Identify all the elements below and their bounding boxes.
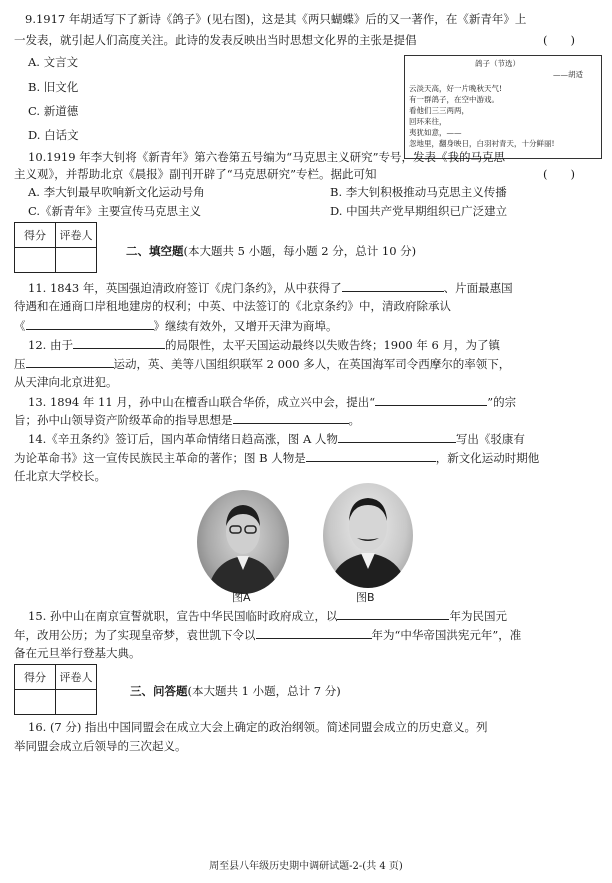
q12-line2: 压 运动，英、美等八国组织联军 2 000 多人，在英国海军司令西摩尔的率领下，	[14, 357, 511, 371]
q10-option-c[interactable]: C.《新青年》主要宣传马克思主义	[28, 204, 202, 218]
score-box	[14, 664, 97, 715]
score-label: 得分	[15, 665, 56, 690]
q9-line1: 9.1917 年胡适写下了新诗《鸽子》(见右图)，这是其《两只蝴蝶》后的又一著作，在《新青年》上	[25, 12, 527, 26]
poem-line: 云淡天高，好一片晚秋天气!	[409, 84, 503, 93]
q9-option-c[interactable]: C. 新道德	[28, 104, 79, 118]
q12-line1: 12. 由于 的局限性，太平天国运动最终以失败告终；1900 年 6 月，为了镇	[28, 338, 500, 352]
section2-desc: (本大题共 5 小题，每小题 2 分，总计 10 分)	[183, 244, 417, 258]
photo-figure-b	[323, 483, 413, 588]
q15-line3: 备在元旦举行登基大典。	[14, 646, 141, 660]
poem-line: 看他们三三两两，	[409, 106, 469, 115]
section3-title: 三、问答题	[130, 684, 188, 698]
q13-line1: 13. 1894 年 11 月，孙中山在檀香山联合华侨，成立兴中会，提出“ ”的宗	[28, 395, 517, 409]
section2-title: 二、填空题	[126, 244, 184, 258]
section3-heading	[130, 683, 341, 699]
q13-blank-2[interactable]	[233, 412, 349, 424]
portrait-b-icon	[323, 483, 413, 588]
q14-line2: 为论革命书》这一宣传民族民主革命的著作；图 B 人物是 ，新文化运动时期他	[14, 451, 540, 465]
poem-title: 鸽子（节选）	[475, 59, 520, 68]
q15-line1: 15. 孙中山在南京宣誓就职，宣告中华民国临时政府成立，以 年为民国元	[28, 609, 507, 623]
poem-line: 有一群鸽子，在空中游戏。	[409, 95, 499, 104]
q12-blank-2[interactable]	[26, 356, 114, 368]
score-cell[interactable]	[15, 248, 56, 273]
section2-heading	[126, 243, 416, 259]
q9-line2: 一发表，就引起人们高度关注。此诗的发表反映出当时思想文化界的主张是提倡	[14, 33, 417, 47]
q12-line3: 从天津向北京进犯。	[14, 375, 118, 389]
poem-line: 忽地里，翻身映日，白羽衬青天，十分鲜丽!	[409, 139, 555, 148]
portrait-a-icon	[197, 490, 289, 594]
q9-option-d[interactable]: D. 白话文	[28, 128, 79, 142]
q15-line2: 年，改用公历；为了实现皇帝梦，袁世凯下令以 年为“中华帝国洪宪元年”，准	[14, 628, 522, 642]
q15-blank-1[interactable]	[337, 608, 449, 620]
q10-answer-paren[interactable]: ( )	[543, 167, 575, 181]
q10-line2: 主义观》，并帮助北京《晨报》副刊开辟了“马克思研究”专栏。据此可知	[14, 167, 377, 181]
q13-line2: 旨；孙中山领导资产阶级革命的指导思想是 。	[14, 413, 360, 427]
page-footer: 周至县八年级历史期中调研试题-2-(共 4 页)	[209, 861, 403, 872]
q10-option-a[interactable]: A. 李大钊最早吹响新文化运动号角	[28, 185, 205, 199]
q14-line3: 任北京大学校长。	[14, 469, 106, 483]
poem-line: 夷犹如意，——	[409, 128, 462, 137]
q9-option-a[interactable]: A. 文言文	[28, 55, 79, 69]
q11-line3: 《 》继续有效外，又增开天津为商埠。	[14, 319, 338, 333]
q11-blank-2[interactable]	[26, 318, 154, 330]
poem-box	[404, 55, 602, 159]
poem-author: ——胡适	[553, 70, 583, 79]
photo-figure-a	[197, 490, 289, 594]
reviewer-label: 评卷人	[56, 665, 97, 690]
reviewer-cell[interactable]	[56, 248, 97, 273]
q16-line2: 举同盟会成立后领导的三次起义。	[14, 739, 187, 753]
q11-blank-1[interactable]	[342, 280, 444, 292]
caption-figure-a: 图A	[232, 591, 251, 604]
score-cell[interactable]	[15, 690, 56, 715]
section3-desc: (本大题共 1 小题，总计 7 分)	[187, 684, 341, 698]
score-box	[14, 222, 97, 273]
q12-blank-1[interactable]	[73, 337, 165, 349]
q11-line1: 11. 1843 年，英国强迫清政府签订《虎门条约》，从中获得了 、片面最惠国	[28, 281, 513, 295]
q10-option-d[interactable]: D. 中国共产党早期组织已广泛建立	[330, 204, 508, 218]
q10-line1: 10.1919 年李大钊将《新青年》第六卷第五号编为“马克思主义研究”专号，发表《我的马克思	[28, 150, 505, 164]
q13-blank-1[interactable]	[375, 394, 487, 406]
q16-line1: 16. (7 分) 指出中国同盟会在成立大会上确定的政治纲领。简述同盟会成立的历史意义。列	[28, 720, 488, 734]
q10-option-b[interactable]: B. 李大钊积极推动马克思主义传播	[330, 185, 507, 199]
score-label: 得分	[15, 223, 56, 248]
q9-option-b[interactable]: B. 旧文化	[28, 80, 79, 94]
q14-blank-2[interactable]	[306, 450, 436, 462]
reviewer-label: 评卷人	[56, 223, 97, 248]
q15-blank-2[interactable]	[256, 627, 372, 639]
q11-line2: 待遇和在通商口岸租地建房的权利；中英、中法签订的《北京条约》中，清政府除承认	[14, 299, 451, 313]
q14-blank-1[interactable]	[338, 431, 456, 443]
q14-line1: 14.《辛丑条约》签订后，国内革命情绪日趋高涨，图 A 人物 写出《驳康有	[28, 432, 525, 446]
q9-answer-paren[interactable]: ( )	[543, 33, 575, 47]
caption-figure-b: 图B	[356, 591, 375, 604]
poem-line: 回环来往，	[409, 117, 447, 126]
reviewer-cell[interactable]	[56, 690, 97, 715]
